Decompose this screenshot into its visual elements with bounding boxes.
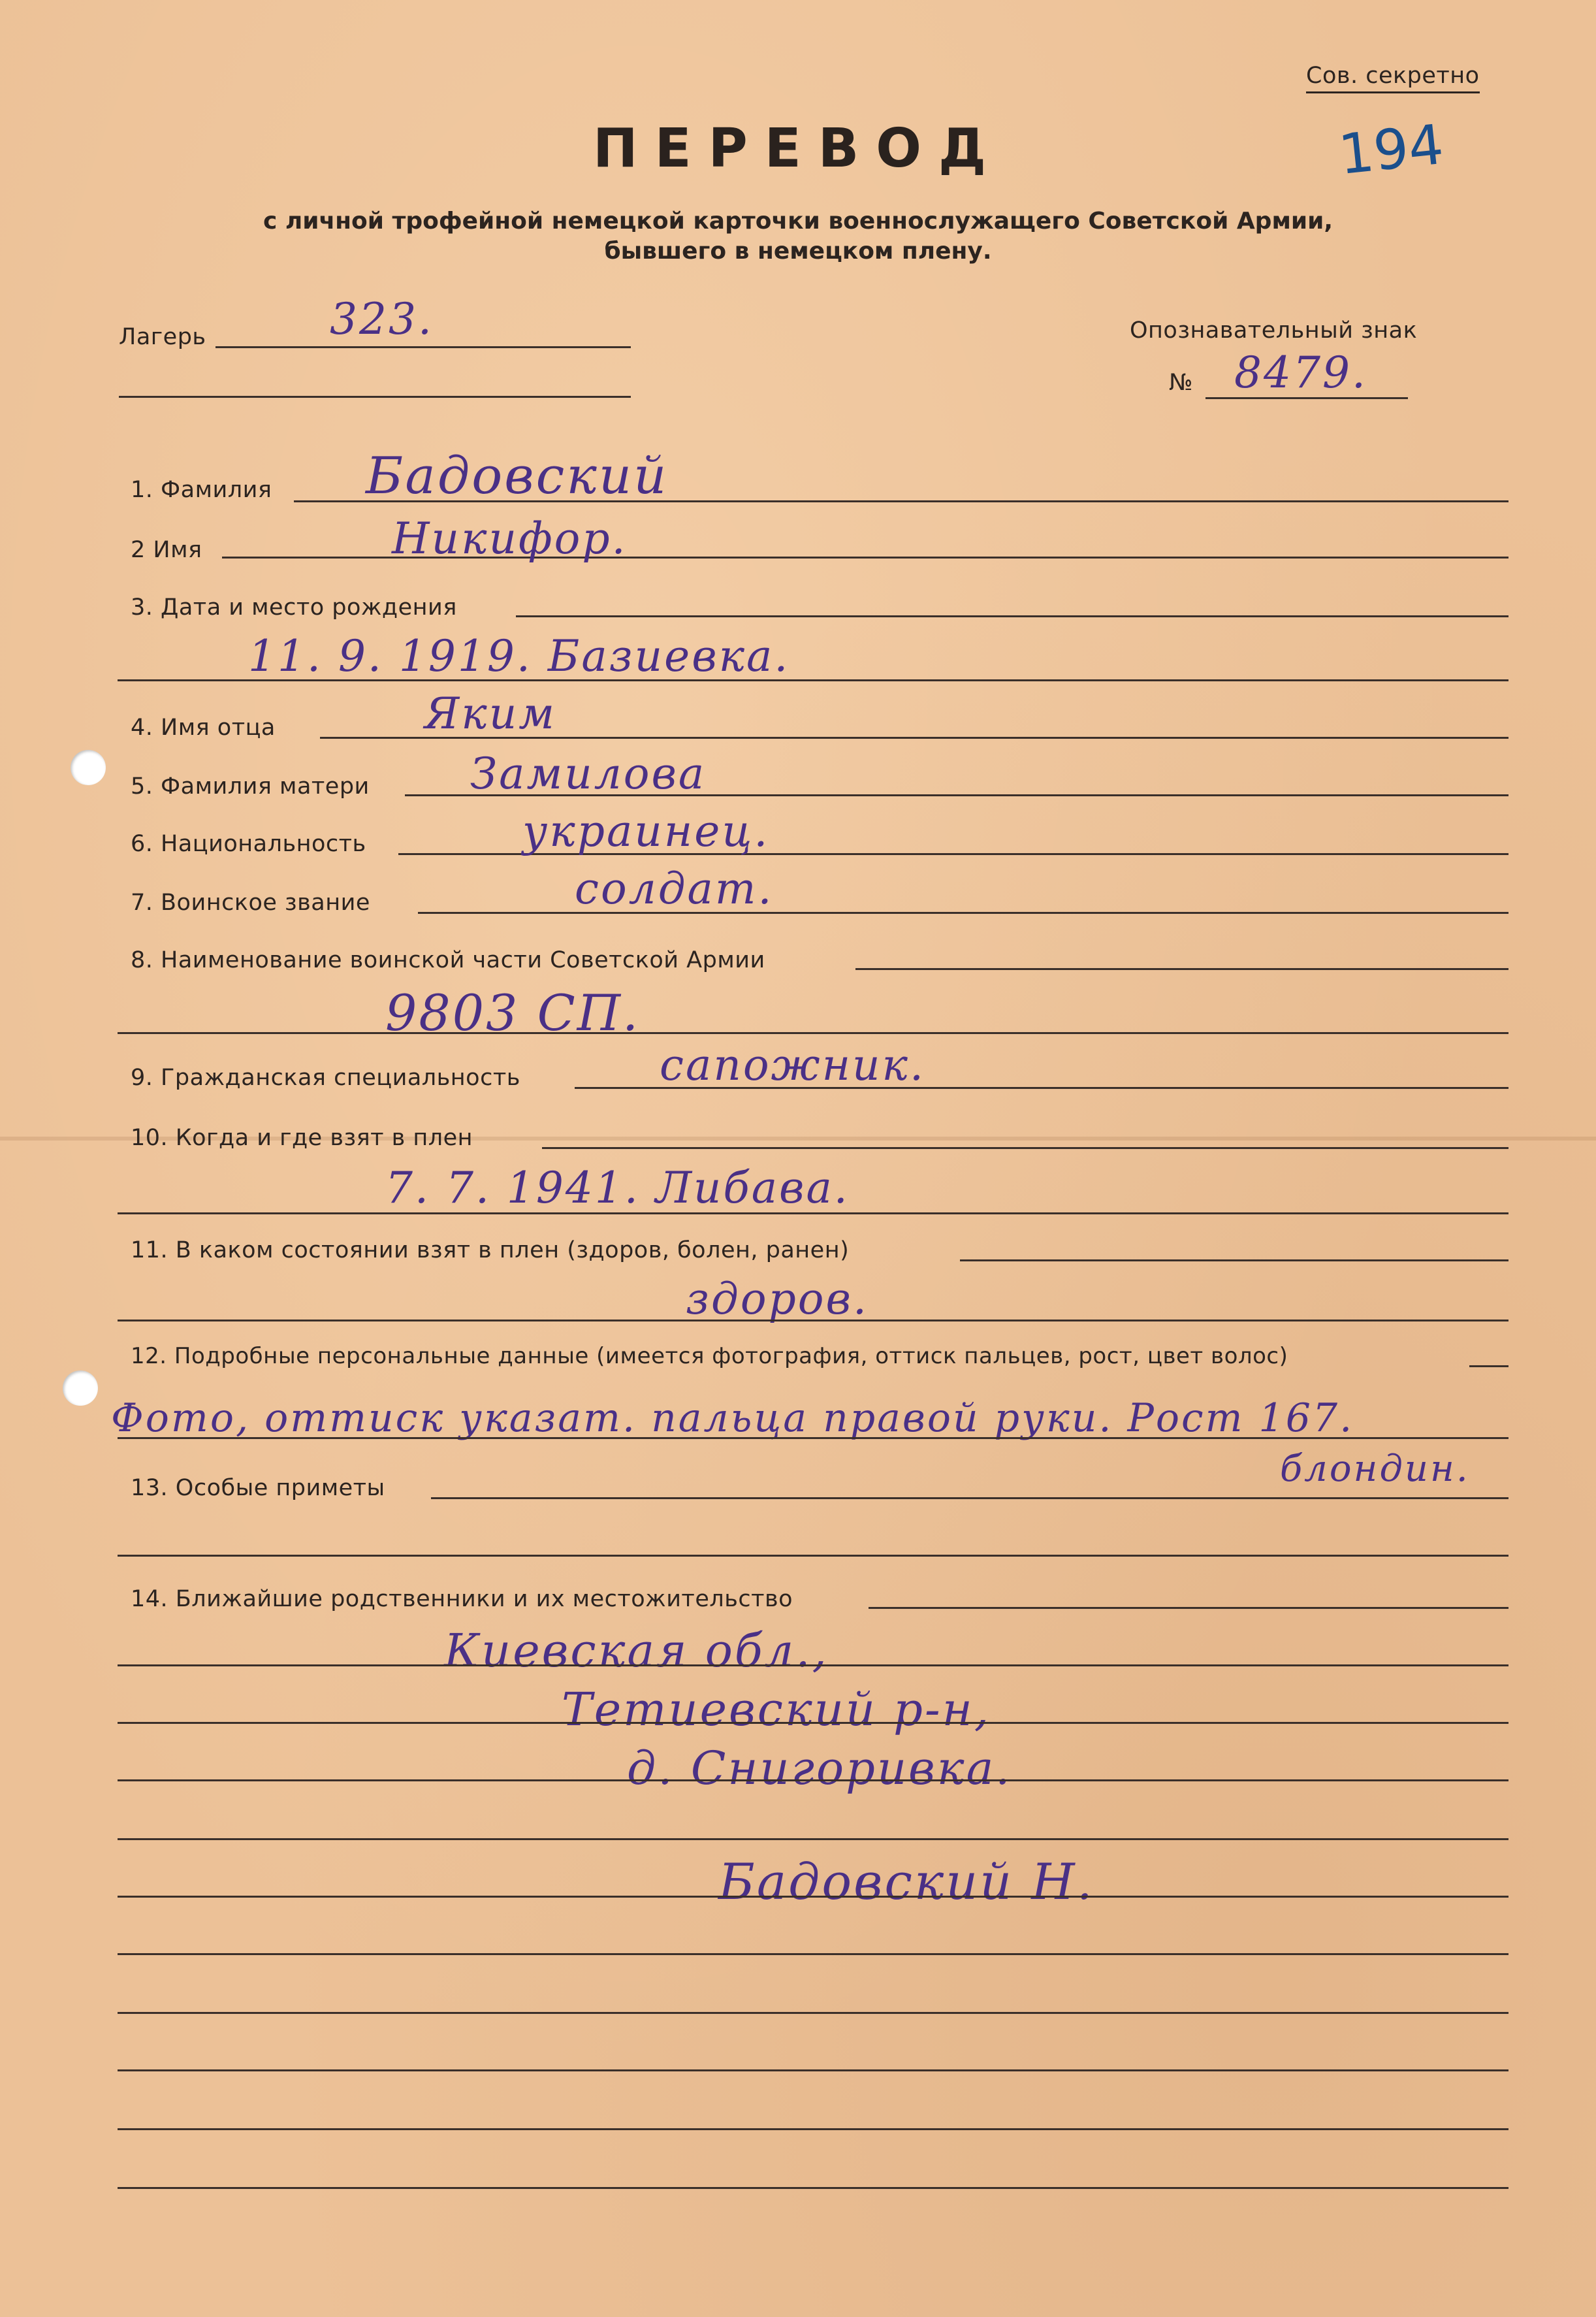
field-1-value: Бадовский: [366, 447, 669, 506]
field-7-value: солдат.: [575, 864, 774, 914]
field-12-value: Фото, оттиск указат. пальца правой руки. Рост 167.: [111, 1395, 1354, 1441]
field-14-line-8: [118, 2012, 1508, 2014]
subtitle-line-2: бывшего в немецком плену.: [604, 238, 992, 265]
field-1-label: 1. Фамилия: [131, 477, 272, 503]
relatives-line-1: Киевская обл.,: [444, 1624, 829, 1677]
punch-hole-bottom: [63, 1370, 98, 1406]
handwritten-number: 194: [1335, 112, 1447, 187]
field-14-label: 14. Ближайшие родственники и их местожительство: [131, 1586, 793, 1612]
field-2-label: 2 Имя: [131, 537, 202, 563]
field-3-value: 11. 9. 1919. Базиевка.: [248, 631, 790, 681]
field-13-line: [431, 1497, 1508, 1499]
camp-line-2: [119, 396, 631, 398]
field-8-line-2: [118, 1032, 1508, 1034]
field-11-label: 11. В каком состоянии взят в плен (здоров, болен, ранен): [131, 1237, 850, 1263]
field-10-line: [542, 1147, 1508, 1149]
subtitle-line-1: с личной трофейной немецкой карточки военнослужащего Советской Армии,: [263, 208, 1333, 235]
field-14-line-6: [118, 1896, 1508, 1898]
id-tag-prefix: №: [1169, 370, 1193, 396]
field-13-line-2: [118, 1555, 1508, 1557]
field-4-value: Яким: [424, 689, 556, 739]
field-9-label: 9. Гражданская специальность: [131, 1065, 520, 1091]
field-3-label: 3. Дата и место рождения: [131, 594, 457, 621]
id-tag-value: 8479.: [1234, 348, 1367, 398]
field-2-value: Никифор.: [392, 513, 628, 564]
field-4-label: 4. Имя отца: [131, 715, 276, 741]
field-6-label: 6. Национальность: [131, 831, 366, 857]
field-5-label: 5. Фамилия матери: [131, 773, 370, 800]
field-10-value: 7. 7. 1941. Либава.: [385, 1163, 850, 1213]
field-12-line: [1469, 1365, 1508, 1367]
camp-label: Лагерь: [119, 324, 206, 350]
field-14-line-4: [118, 1779, 1508, 1781]
field-14-line: [869, 1607, 1508, 1609]
field-10-line-2: [118, 1212, 1508, 1214]
secrecy-mark: Сов. секретно: [1306, 63, 1480, 93]
relatives-line-3: д. Снигоривка.: [627, 1742, 1012, 1795]
field-12-label: 12. Подробные персональные данные (имеется фотография, оттиск пальцев, рост, цвет волос): [131, 1343, 1288, 1369]
field-10-label: 10. Когда и где взят в плен: [131, 1125, 473, 1151]
punch-hole-top: [71, 750, 106, 785]
field-3-line: [516, 615, 1508, 617]
field-6-value: украинец.: [522, 806, 770, 856]
field-11-line-2: [118, 1320, 1508, 1321]
field-14-line-7: [118, 1953, 1508, 1955]
field-14-line-11: [118, 2187, 1508, 2189]
field-3-line-2: [118, 679, 1508, 681]
field-7-label: 7. Воинское звание: [131, 890, 370, 916]
signature: Бадовский Н.: [718, 1853, 1094, 1911]
field-14-line-3: [118, 1722, 1508, 1724]
field-9-value: сапожник.: [660, 1040, 925, 1090]
camp-line: [215, 346, 631, 348]
field-14-line-5: [118, 1838, 1508, 1840]
page-title: ПЕРЕВОД: [593, 118, 1003, 180]
field-8-label: 8. Наименование воинской части Советской Армии: [131, 947, 765, 973]
id-tag-label: Опознавательный знак: [1130, 317, 1418, 344]
field-13-value: блондин.: [1280, 1448, 1470, 1490]
field-12-line-2: [118, 1437, 1508, 1439]
field-8-value: 9803 СП.: [385, 984, 641, 1042]
field-11-line: [960, 1259, 1508, 1261]
relatives-line-2: Тетиевский р-н,: [562, 1683, 991, 1736]
field-8-line: [855, 968, 1508, 970]
field-5-value: Замилова: [470, 749, 707, 799]
field-14-line-9: [118, 2069, 1508, 2071]
camp-value: 323.: [330, 294, 434, 344]
field-11-value: здоров.: [686, 1274, 869, 1324]
field-14-line-10: [118, 2128, 1508, 2130]
field-13-label: 13. Особые приметы: [131, 1475, 385, 1501]
field-14-line-2: [118, 1664, 1508, 1666]
